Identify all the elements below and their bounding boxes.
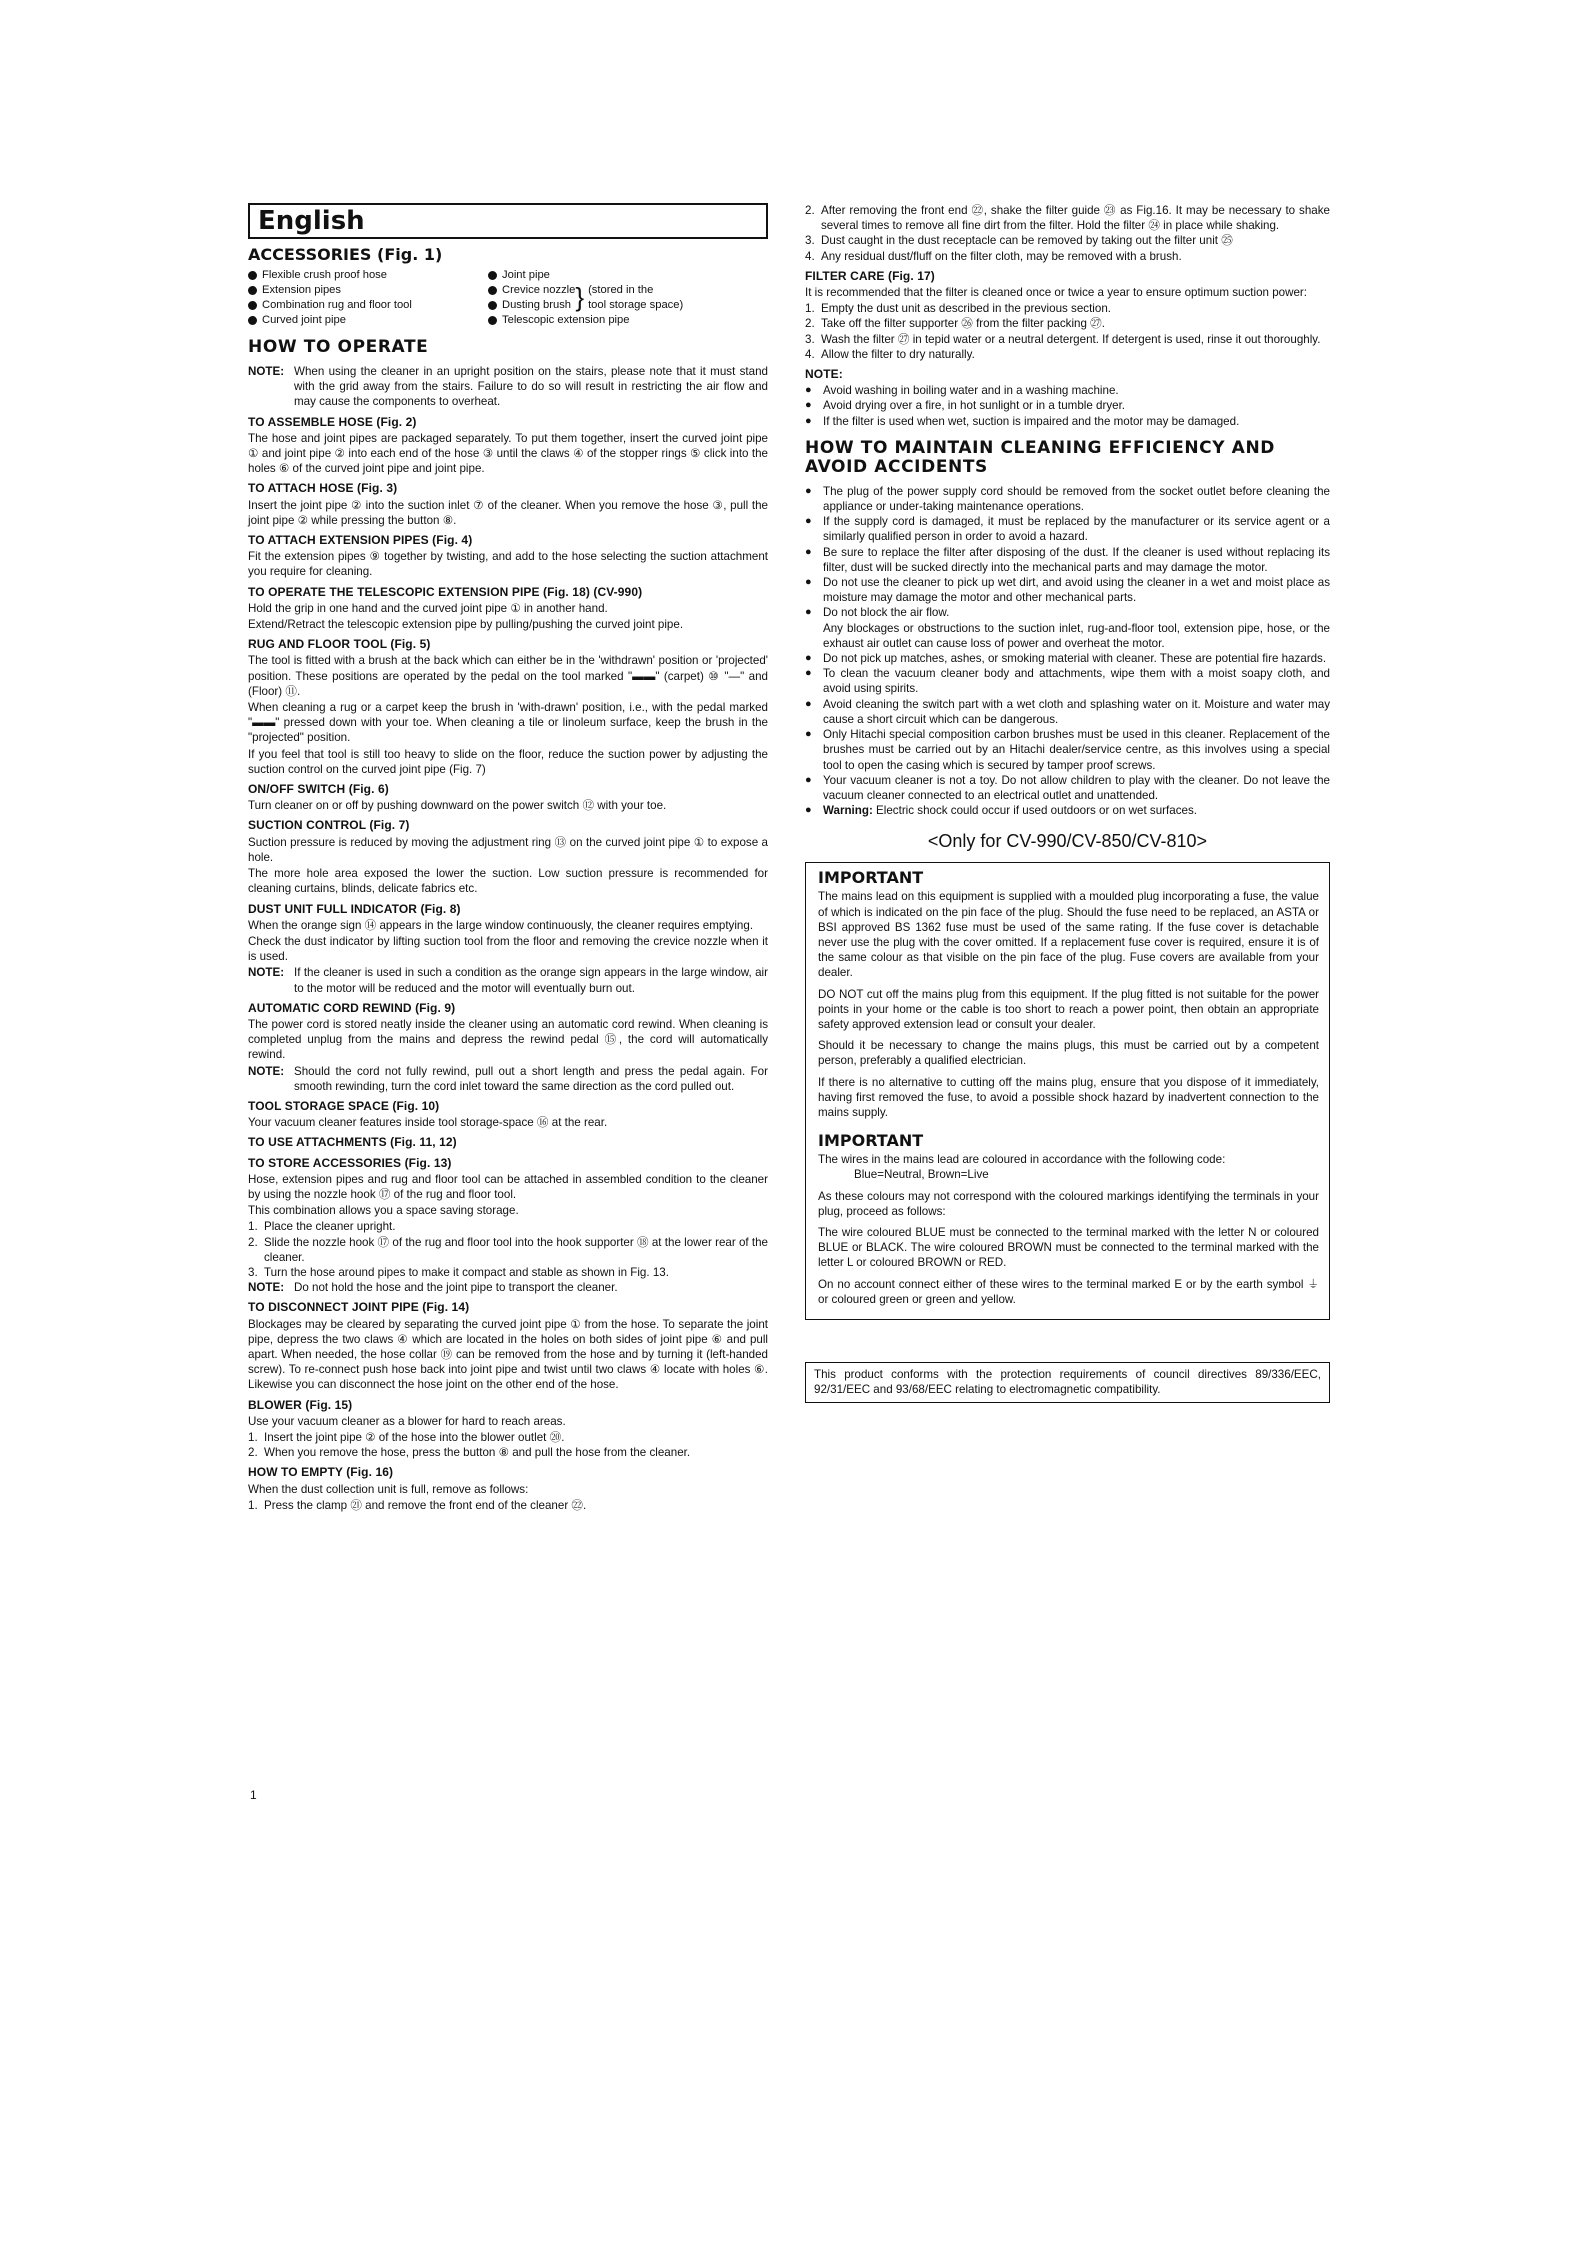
list-item: ● Avoid cleaning the switch part with a wet cloth and splashing water on it. Moisture and water may cause a short circuit which can be dangerous. (805, 697, 1330, 726)
list-item: ● Do not use the cleaner to pick up wet dirt, and avoid using the cleaner in a wet and moist place as moisture may damage the motor and other mechanical parts. (805, 576, 1330, 605)
paragraph: Turn cleaner on or off by pushing downward on the power switch ⑫ with your toe. (248, 799, 667, 813)
maintain-heading: HOW TO MAINTAIN CLEANING EFFICIENCY AND AVOID ACCIDENTS (805, 437, 1275, 477)
list-item: 4. Allow the filter to dry naturally. (805, 347, 975, 361)
list-item: Extension pipes (248, 283, 488, 298)
paragraph: DO NOT cut off the mains plug from this equipment. If the plug fitted is not suitable for the power points in your home or the cable is too short to reach a power point, then obtain an appropriate safety approved extension lead or consult your dealer. (818, 987, 1319, 1031)
section-heading: TO USE ATTACHMENTS (Fig. 11, 12) (248, 1135, 457, 1150)
paragraph: Suction pressure is reduced by moving the adjustment ring ⑬ on the curved joint pipe ① to expose a hole. (248, 835, 768, 864)
bullet-icon (248, 286, 257, 295)
list-item: 2. After removing the front end ㉒, shake the filter guide ㉓ as Fig.16. It may be necessary to shake several times to remove all fine dirt from the filter. Hold the filter ㉔ in place while shaking. (805, 204, 1330, 233)
bullet-icon (248, 316, 257, 325)
note-block: NOTE: If the cleaner is used in such a condition as the orange sign appears in the large window, air to the motor will be reduced and the motor will eventually burn out. (248, 966, 768, 995)
page-number: 1 (250, 1788, 257, 1802)
bullet-icon: ● (805, 773, 812, 786)
list-item: 1. Insert the joint pipe ② of the hose into the blower outlet ⑳. (248, 1431, 565, 1444)
bullet-icon: ● (805, 804, 812, 817)
note-block: NOTE: Should the cord not fully rewind, pull out a short length and press the pedal again. For smooth rewinding, turn the cord inlet toward the same direction as the cord pulled out. (248, 1064, 768, 1093)
paragraph: Fit the extension pipes ⑨ together by twisting, and add to the hose selecting the suction attachment you require for cleaning. (248, 550, 768, 579)
paragraph: Check the dust indicator by lifting suction tool from the floor and removing the crevice nozzle when it is used. (248, 934, 768, 964)
paragraph: This combination allows you a space saving storage. (248, 1204, 519, 1218)
paragraph: The power cord is stored neatly inside the cleaner using an automatic cord rewind. When cleaning is completed unplug from the mains and depress the rewind pedal ⑮, the cord will automatically rewind. (248, 1017, 768, 1062)
list-item: 1. Place the cleaner upright. (248, 1220, 396, 1234)
important-box (805, 862, 1330, 1320)
bullet-icon: ● (805, 606, 812, 619)
language-title-box (248, 203, 768, 239)
paragraph: If there is no alternative to cutting off the mains plug, ensure that you dispose of it immediately, having first removed the fuse, to avoid a possible shock hazard by inadvertent connection to the mains supply. (818, 1075, 1319, 1119)
section-heading: ON/OFF SWITCH (Fig. 6) (248, 782, 389, 797)
paragraph: If you feel that tool is still too heavy to slide on the floor, reduce the suction power by adjusting the suction control on the curved joint pipe (Fig. 7) (248, 747, 768, 776)
bullet-icon: ● (805, 384, 812, 397)
right-column (805, 203, 1330, 1403)
paragraph: Blockages may be cleared by separating the curved joint pipe ① from the hose. To separate the joint pipe, depress the two claws ④ which are located in the holes on both sides of joint pipe ⑥ and pull apart. When needed, the hose collar ⑲ can be removed from the hose and by turning it (left-handed screw). To re-connect push hose back into joint pipe and twist until two claws ④ locate with holes ⑥. Likewise you can disconnect the hose joint on the other end of the hose. (248, 1317, 768, 1392)
section-heading: TO STORE ACCESSORIES (Fig. 13) (248, 1155, 452, 1170)
paragraph: Insert the joint pipe ② into the suction inlet ⑦ of the cleaner. When you remove the hose ③, pull the joint pipe ② while pressing the button ⑧. (248, 498, 768, 527)
list-item: Combination rug and floor tool (248, 298, 488, 313)
section-heading: TO ASSEMBLE HOSE (Fig. 2) (248, 414, 417, 429)
list-item: 2. Take off the filter supporter ㉖ from the filter packing ㉗. (805, 317, 1105, 331)
list-item: ● Only Hitachi special composition carbon brushes must be used in this cleaner. Replacement of the brushes must be carried out by an Hitachi dealer/service centre, as this involves using a special tool to open the casing which is secured by tamper proof screws. (805, 728, 1330, 772)
note-block: NOTE: Do not hold the hose and the joint pipe to transport the cleaner. (248, 1281, 618, 1295)
section-heading: TO DISCONNECT JOINT PIPE (Fig. 14) (248, 1300, 470, 1315)
accessories-list: Flexible crush proof hose Extension pipes Combination rug and floor tool Curved joint pipe Joint pipe Crevice nozzle Dusting brush } (stored in the tool storage space) Telescopic extension pipe (248, 268, 768, 328)
list-item: 2. Slide the nozzle hook ⑰ of the rug and floor tool into the hook supporter ⑱ at the lower rear of the cleaner. (248, 1235, 768, 1264)
paragraph: As these colours may not correspond with the coloured markings identifying the terminals in your plug, proceed as follows: (818, 1189, 1319, 1218)
paragraph: Hose, extension pipes and rug and floor tool can be attached in assembled condition to the cleaner by using the nozzle hook ⑰ of the rug and floor tool. (248, 1172, 768, 1201)
paragraph: Your vacuum cleaner features inside tool storage-space ⑯ at the rear. (248, 1116, 608, 1130)
list-item: ● The plug of the power supply cord should be removed from the socket outlet before cleaning the appliance or under-taking maintenance operations. (805, 484, 1330, 514)
warning-item: ● Warning: Electric shock could occur if used outdoors or on wet surfaces. (805, 804, 1197, 818)
list-item: Dusting brush (488, 298, 575, 313)
how-to-operate-heading: HOW TO OPERATE (248, 337, 429, 357)
list-item: 4. Any residual dust/fluff on the filter cloth, may be removed with a brush. (805, 249, 1182, 263)
section-heading: SUCTION CONTROL (Fig. 7) (248, 818, 410, 833)
note-block: NOTE: When using the cleaner in an upright position on the stairs, please note that it must stand with the grid away from the stairs. Failure to do so will result in restricting the air flow and may cause the components to overheat. (248, 365, 768, 409)
bullet-icon (248, 301, 257, 310)
section-heading: RUG AND FLOOR TOOL (Fig. 5) (248, 637, 431, 652)
list-item: ● Be sure to replace the filter after disposing of the dust. If the cleaner is used without replacing its filter, dust will be sucked directly into the mechanical parts and may damage the motor. (805, 545, 1330, 574)
paragraph: The more hole area exposed the lower the suction. Low suction pressure is recommended for cleaning curtains, blinds, delicate fabrics etc. (248, 867, 768, 896)
accessories-heading: ACCESSORIES (Fig. 1) (248, 245, 443, 264)
bullet-icon (248, 271, 257, 280)
list-item: 1. Press the clamp ㉑ and remove the front end of the cleaner ㉒. (248, 1498, 587, 1512)
important-heading: IMPORTANT (818, 868, 924, 888)
bullet-icon (488, 286, 497, 295)
paragraph: Should it be necessary to change the mains plugs, this must be carried out by a competent person, preferably a qualified electrician. (818, 1039, 1319, 1068)
paragraph: The mains lead on this equipment is supplied with a moulded plug incorporating a fuse, the value of which is indicated on the pin face of the plug. Should the fuse need to be replaced, an ASTA or BSI approved BS 1362 fuse must be used of the same rating. If the fuse cover is detachable never use the plug with the cover omitted. If a replacement fuse cover is required, ensure it is of the same colour as that visible on the pin face of the plug. Fuse covers are available from your dealer. (818, 890, 1319, 980)
list-item: Curved joint pipe (248, 313, 488, 328)
section-heading: FILTER CARE (Fig. 17) (805, 268, 935, 283)
paragraph: Hold the grip in one hand and the curved joint pipe ① in another hand. (248, 601, 608, 615)
list-item: Crevice nozzle (488, 283, 575, 298)
list-item: ● Do not block the air flow. Any blockages or obstructions to the suction inlet, rug-and-floor tool, extension pipe, hose, or the exhaust air outlet can cause loss of power and overheat the motor. (805, 606, 1330, 650)
list-item: ● Avoid washing in boiling water and in a washing machine. (805, 384, 1119, 398)
section-heading: TO OPERATE THE TELESCOPIC EXTENSION PIPE (Fig. 18) (CV-990) (248, 584, 643, 599)
note-heading: NOTE: (805, 367, 843, 382)
section-heading: TO ATTACH HOSE (Fig. 3) (248, 481, 398, 496)
bullet-icon: ● (805, 414, 812, 427)
paragraph: Use your vacuum cleaner as a blower for hard to reach areas. (248, 1414, 566, 1428)
bullet-icon: ● (805, 728, 812, 741)
paragraph: When the orange sign ⑭ appears in the large window continuously, the cleaner requires emptying. (248, 918, 754, 932)
paragraph: It is recommended that the filter is cleaned once or twice a year to ensure optimum suction power: (805, 286, 1307, 300)
section-heading: DUST UNIT FULL INDICATOR (Fig. 8) (248, 901, 461, 916)
section-heading: HOW TO EMPTY (Fig. 16) (248, 1465, 394, 1480)
bullet-icon: ● (805, 697, 812, 710)
section-heading: TO ATTACH EXTENSION PIPES (Fig. 4) (248, 533, 473, 548)
list-item: 3. Turn the hose around pipes to make it compact and stable as shown in Fig. 13. (248, 1265, 669, 1279)
paragraph: The tool is fitted with a brush at the back which can either be in the 'withdrawn' position or 'projected' position. These positions are operated by the pedal on the tool marked "▬▬" (carpet) ⑩ "—" and (Floor) ⑪. (248, 654, 768, 698)
list-item: Flexible crush proof hose (248, 268, 488, 283)
section-heading: TOOL STORAGE SPACE (Fig. 10) (248, 1098, 440, 1113)
list-item: 2. When you remove the hose, press the button ⑧ and pull the hose from the cleaner. (248, 1446, 691, 1460)
important-heading: IMPORTANT (818, 1131, 924, 1151)
model-note: <Only for CV-990/CV-850/CV-810> (927, 831, 1208, 852)
list-item: Joint pipe (488, 268, 768, 283)
bullet-icon: ● (805, 652, 812, 665)
list-item: ● To clean the vacuum cleaner body and attachments, wipe them with a moist soapy cloth, and avoid using spirits. (805, 667, 1330, 696)
paragraph: When cleaning a rug or a carpet keep the brush in 'with-drawn' position, i.e., with the pedal marked "▬▬" pressed down with your toe. When cleaning a tile or linoleum surface, keep the brush in the "projected" position. (248, 701, 768, 745)
paragraph: The wire coloured BLUE must be connected to the terminal marked with the letter N or coloured BLUE or BLACK. The wire coloured BROWN must be connected to the terminal marked with the letter L or coloured BROWN or RED. (818, 1225, 1319, 1270)
left-column (248, 203, 768, 1513)
bullet-icon: ● (805, 399, 812, 412)
bullet-icon: ● (805, 515, 812, 528)
paragraph: The hose and joint pipes are packaged separately. To put them together, insert the curved joint pipe ① and joint pipe ② into each end of the hose ③ until the claws ④ of the stopper rings ⑤ click into the holes ⑥ of the curved joint pipe and joint pipe. (248, 431, 768, 476)
bullet-icon (488, 301, 497, 310)
paragraph: Extend/Retract the telescopic extension pipe by pulling/pushing the curved joint pipe. (248, 618, 684, 632)
language-title: English (258, 206, 365, 236)
conformity-text: This product conforms with the protection requirements of council directives 89/336/EEC, 92/31/EEC and 93/68/EEC relating to electromagnetic compatibility. (814, 1367, 1321, 1397)
list-item: ● Avoid drying over a fire, in hot sunlight or in a tumble dryer. (805, 399, 1126, 413)
paragraph: On no account connect either of these wires to the terminal marked E or by the earth symbol ⏚ or coloured green or green and yellow. (818, 1277, 1319, 1306)
list-item: Telescopic extension pipe (488, 313, 768, 328)
list-item: ● If the supply cord is damaged, it must be replaced by the manufacturer or its service agent or a similarly qualified person in order to avoid a hazard. (805, 515, 1330, 544)
section-heading: AUTOMATIC CORD REWIND (Fig. 9) (248, 1000, 456, 1015)
bullet-icon (488, 271, 497, 280)
bullet-icon: ● (805, 576, 812, 589)
section-heading: BLOWER (Fig. 15) (248, 1397, 353, 1412)
paragraph: When the dust collection unit is full, remove as follows: (248, 1482, 529, 1496)
list-item: ● Do not pick up matches, ashes, or smoking material with cleaner. These are potential fire hazards. (805, 652, 1327, 666)
list-item: 3. Dust caught in the dust receptacle can be removed by taking out the filter unit ㉕ (805, 234, 1233, 248)
bullet-icon: ● (805, 545, 812, 558)
list-item: 1. Empty the dust unit as described in the previous section. (805, 302, 1112, 316)
brace-icon: } (575, 282, 585, 312)
conformity-box (805, 1362, 1330, 1403)
bullet-icon (488, 316, 497, 325)
bullet-icon: ● (805, 484, 812, 497)
list-item: ● Your vacuum cleaner is not a toy. Do not allow children to play with the cleaner. Do not leave the vacuum cleaner connected to an electrical outlet and unattended. (805, 773, 1330, 802)
paragraph: The wires in the mains lead are coloured in accordance with the following code: (818, 1153, 1226, 1167)
list-item: 3. Wash the filter ㉗ in tepid water or a neutral detergent. If detergent is used, rinse it out thoroughly. (805, 332, 1321, 346)
bullet-icon: ● (805, 667, 812, 680)
list-item: ● If the filter is used when wet, suction is impaired and the motor may be damaged. (805, 414, 1240, 428)
colour-code: Blue=Neutral, Brown=Live (854, 1168, 989, 1182)
